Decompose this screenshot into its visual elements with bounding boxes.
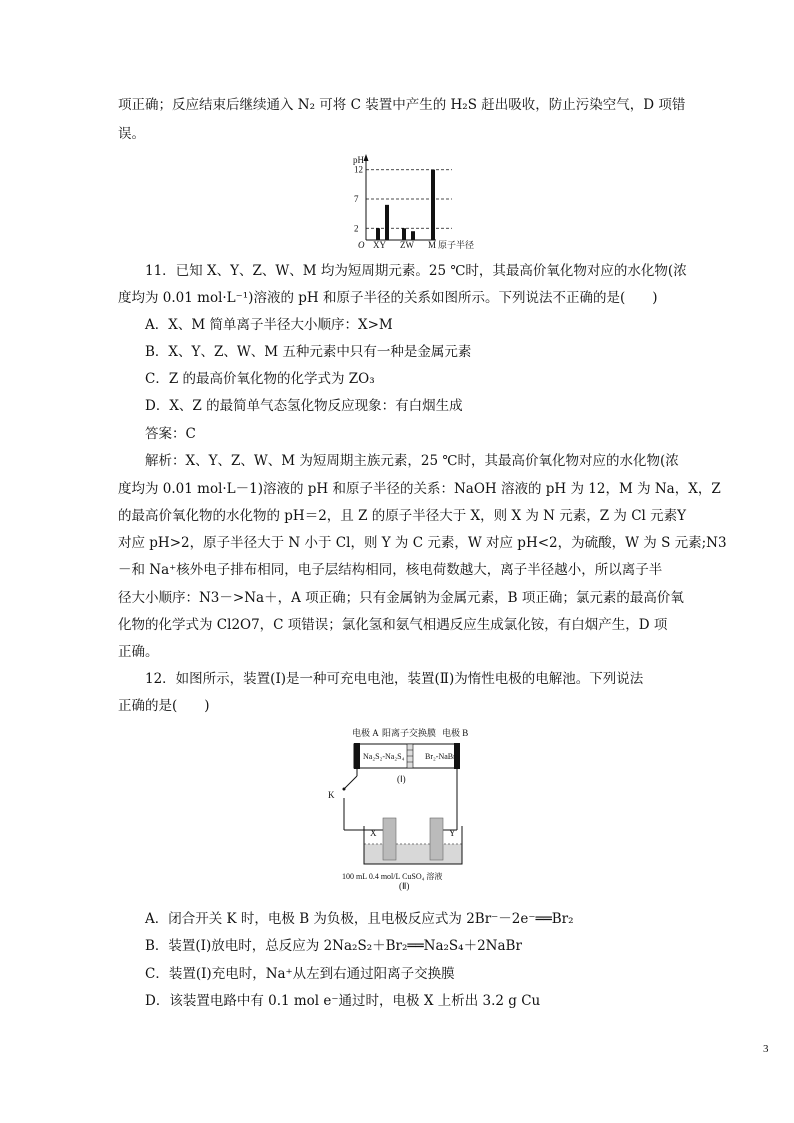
electrode-x-label: X	[370, 828, 377, 838]
right-solution-label: Br₂-NaBr	[425, 752, 456, 761]
x-group-label: ZW	[400, 240, 414, 250]
option-d: D．该装置电路中有 0.1 mol e⁻通过时，电极 X 上析出 3.2 g Cu	[145, 993, 541, 1009]
option-c: C．装置(Ⅰ)充电时，Na⁺从左到右通过阳离子交换膜	[145, 966, 455, 982]
answer: 答案：C	[145, 426, 196, 442]
x-axis-label: 原子半径	[438, 240, 475, 250]
bar-X	[376, 228, 380, 240]
device-2-label: (Ⅱ)	[399, 881, 410, 891]
electrode-a	[354, 743, 360, 769]
question-12-stem: 12．如图所示，装置(Ⅰ)是一种可充电电池，装置(Ⅱ)为惰性电极的电解池。下列说法	[145, 671, 644, 687]
option-b: B．装置(Ⅰ)放电时，总反应为 2Na₂S₂＋Br₂══Na₂S₄＋2NaBr	[145, 938, 522, 954]
solution-label: 100 mL 0.4 mol/L CuSO₄ 溶液	[342, 872, 443, 881]
electrolyte-solution	[364, 844, 462, 864]
text-line: 误。	[118, 126, 145, 142]
option-a: A．X、M 简单离子半径大小顺序：X>M	[145, 317, 393, 333]
question-11-stem: 度均为 0.01 mol·L⁻¹)溶液的 pH 和原子半径的关系如图所示。下列说法不正确的是( )	[118, 290, 658, 306]
option-d: D．X、Z 的最简单气态氢化物反应现象：有白烟生成	[145, 398, 463, 414]
left-solution-label: Na₂S₂-Na₂S₄	[363, 752, 405, 761]
explanation-line: 正确。	[118, 644, 159, 660]
y-axis-label: pH	[353, 155, 364, 165]
y-tick-label: 12	[354, 164, 363, 175]
y-tick-label: 7	[354, 194, 359, 204]
option-c: C．Z 的最高价氧化物的化学式为 ZO₃	[145, 371, 375, 387]
option-b: B．X、Y、Z、W、M 五种元素中只有一种是金属元素	[145, 344, 472, 360]
ph-radius-chart	[340, 150, 490, 250]
y-tick-label: 2	[354, 223, 359, 234]
device-1-label: (Ⅰ)	[397, 774, 406, 784]
explanation-line: 度均为 0.01 mol·L－1)溶液的 pH 和原子半径的关系：NaOH 溶液的 pH 为 12，M 为 Na，X，Z	[118, 481, 721, 497]
battery-electrolysis-diagram	[318, 722, 478, 892]
page-number: 3	[763, 1043, 769, 1055]
electrode-y-label: Y	[449, 828, 456, 838]
membrane-label: 阳离子交换膜	[382, 728, 437, 738]
electrode-y	[430, 818, 443, 860]
x-group-label: XY	[373, 240, 386, 250]
explanation-line: －和 Na⁺核外电子排布相同，电子层结构相同，核电荷数越大，离子半径越小，所以离子半	[118, 562, 663, 578]
electrode-x	[383, 818, 396, 860]
question-12-stem: 正确的是( )	[118, 698, 210, 714]
electrode-a-label: 电极 A	[352, 728, 379, 738]
bar-Y	[385, 205, 389, 240]
question-11-stem: 11．已知 X、Y、Z、W、M 均为短周期元素。25 ℃时，其最高价氧化物对应的水化物(浓	[145, 263, 687, 279]
bar-M	[431, 170, 435, 240]
bar-Z	[402, 228, 406, 240]
explanation-line: 化物的化学式为 Cl2O7，C 项错误；氯化氢和氨气相遇反应生成氯化铵，有白烟产生，D 项	[118, 617, 668, 633]
x-group-label: M	[428, 240, 437, 250]
switch-k-label: K	[328, 790, 335, 800]
origin-label: O	[358, 240, 365, 250]
electrode-b-label: 电极 B	[442, 728, 469, 738]
explanation-line: 的最高价氧化物的水化物的 pH＝2，且 Z 的原子半径大于 X，则 X 为 N 元素，Z 为 Cl 元素Y	[118, 508, 687, 524]
explanation-line: 径大小顺序：N3－>Na＋，A 项正确；只有金属钠为金属元素，B 项正确；氯元素的最高价氧	[118, 590, 684, 606]
bar-W	[411, 231, 415, 240]
explanation-line: 对应 pH>2，原子半径大于 N 小于 Cl，则 Y 为 C 元素，W 对应 pH<2，为硫酸，W 为 S 元素;N3	[118, 535, 727, 551]
option-a: A．闭合开关 K 时，电极 B 为负极，且电极反应式为 2Br⁻－2e⁻══Br₂	[145, 911, 574, 927]
explanation-line: 解析：X、Y、Z、W、M 为短周期主族元素，25 ℃时，其最高价氧化物对应的水化物(浓	[145, 453, 679, 469]
text-line: 项正确；反应结束后继续通入 N₂ 可将 C 装置中产生的 H₂S 赶出吸收，防止污染空气，D 项错	[118, 97, 686, 113]
